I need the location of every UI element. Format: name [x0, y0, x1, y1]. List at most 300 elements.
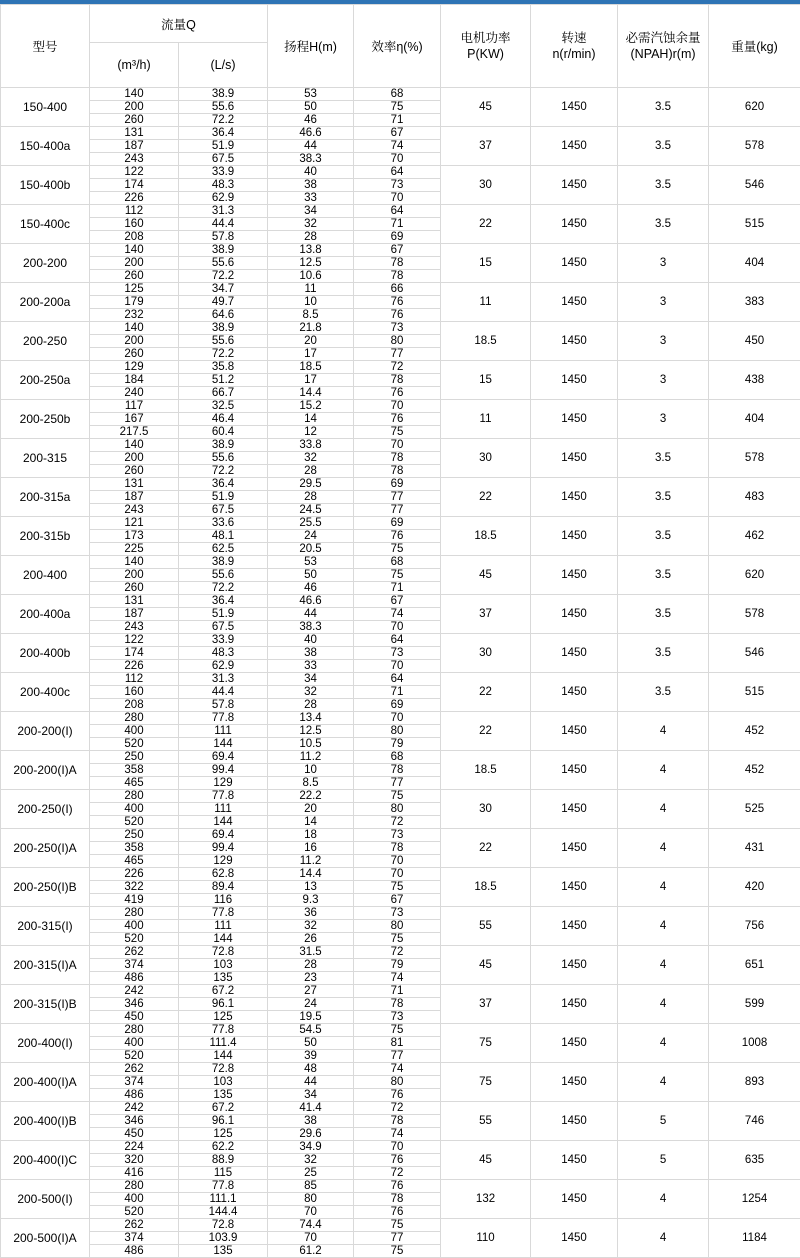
- head-cell: 8.5: [268, 309, 354, 322]
- npsh-cell: 4: [618, 790, 709, 829]
- efficiency-cell: 67: [354, 894, 441, 907]
- head-cell: 38: [268, 647, 354, 660]
- weight-cell: 746: [709, 1102, 800, 1141]
- model-cell: 200-250(I)A: [1, 829, 90, 868]
- flow-m3h-cell: 122: [90, 166, 179, 179]
- model-cell: 200-200: [1, 244, 90, 283]
- head-cell: 50: [268, 101, 354, 114]
- spec-row: [1, 1219, 800, 1232]
- head-cell: 24.5: [268, 504, 354, 517]
- flow-m3h-cell: 187: [90, 140, 179, 153]
- efficiency-cell: 76: [354, 309, 441, 322]
- flow-m3h-cell: 129: [90, 361, 179, 374]
- spec-row: [1, 439, 800, 452]
- spec-row: [1, 907, 800, 920]
- weight-cell: 525: [709, 790, 800, 829]
- head-cell: 38: [268, 179, 354, 192]
- efficiency-cell: 71: [354, 985, 441, 998]
- weight-cell: 620: [709, 88, 800, 127]
- model-cell: 200-315: [1, 439, 90, 478]
- flow-m3h-cell: 280: [90, 712, 179, 725]
- flow-ls-cell: 38.9: [179, 556, 268, 569]
- flow-m3h-cell: 226: [90, 660, 179, 673]
- weight-cell: 452: [709, 751, 800, 790]
- flow-m3h-cell: 232: [90, 309, 179, 322]
- flow-m3h-cell: 243: [90, 621, 179, 634]
- flow-m3h-cell: 208: [90, 231, 179, 244]
- efficiency-cell: 80: [354, 920, 441, 933]
- flow-m3h-cell: 280: [90, 907, 179, 920]
- power-cell: 18.5: [441, 751, 531, 790]
- head-cell: 32: [268, 218, 354, 231]
- flow-ls-cell: 111: [179, 920, 268, 933]
- flow-ls-cell: 35.8: [179, 361, 268, 374]
- flow-m3h-cell: 240: [90, 387, 179, 400]
- weight-cell: 483: [709, 478, 800, 517]
- npsh-cell: 5: [618, 1102, 709, 1141]
- power-cell: 22: [441, 712, 531, 751]
- flow-ls-cell: 32.5: [179, 400, 268, 413]
- flow-ls-cell: 57.8: [179, 231, 268, 244]
- model-cell: 200-250(I): [1, 790, 90, 829]
- model-cell: 200-500(I): [1, 1180, 90, 1219]
- head-cell: 8.5: [268, 777, 354, 790]
- power-cell: 37: [441, 985, 531, 1024]
- flow-ls-cell: 36.4: [179, 595, 268, 608]
- spec-row: [1, 1024, 800, 1037]
- head-cell: 40: [268, 166, 354, 179]
- head-cell: 25.5: [268, 517, 354, 530]
- efficiency-cell: 76: [354, 1089, 441, 1102]
- speed-cell: 1450: [531, 361, 618, 400]
- efficiency-cell: 70: [354, 1141, 441, 1154]
- head-cell: 12.5: [268, 257, 354, 270]
- head-cell: 20.5: [268, 543, 354, 556]
- speed-cell: 1450: [531, 283, 618, 322]
- flow-m3h-cell: 200: [90, 257, 179, 270]
- weight-cell: 546: [709, 634, 800, 673]
- flow-ls-cell: 31.3: [179, 205, 268, 218]
- spec-row: [1, 166, 800, 179]
- flow-m3h-cell: 260: [90, 582, 179, 595]
- power-cell: 22: [441, 205, 531, 244]
- flow-m3h-cell: 262: [90, 1219, 179, 1232]
- efficiency-cell: 80: [354, 803, 441, 816]
- flow-ls-cell: 55.6: [179, 101, 268, 114]
- model-cell: 150-400c: [1, 205, 90, 244]
- efficiency-cell: 72: [354, 361, 441, 374]
- power-cell: 55: [441, 907, 531, 946]
- efficiency-cell: 78: [354, 1115, 441, 1128]
- flow-ls-cell: 111: [179, 725, 268, 738]
- weight-cell: 578: [709, 595, 800, 634]
- efficiency-cell: 70: [354, 192, 441, 205]
- speed-cell: 1450: [531, 1141, 618, 1180]
- flow-ls-cell: 77.8: [179, 1180, 268, 1193]
- flow-ls-cell: 77.8: [179, 712, 268, 725]
- power-cell: 45: [441, 1141, 531, 1180]
- head-cell: 10: [268, 296, 354, 309]
- flow-m3h-cell: 121: [90, 517, 179, 530]
- efficiency-cell: 64: [354, 166, 441, 179]
- head-cell: 48: [268, 1063, 354, 1076]
- flow-m3h-cell: 520: [90, 816, 179, 829]
- spec-row: [1, 361, 800, 374]
- head-cell: 20: [268, 335, 354, 348]
- head-cell: 44: [268, 608, 354, 621]
- flow-m3h-cell: 280: [90, 1024, 179, 1037]
- speed-cell: 1450: [531, 829, 618, 868]
- flow-ls-cell: 144: [179, 1050, 268, 1063]
- flow-ls-cell: 72.2: [179, 114, 268, 127]
- flow-ls-cell: 33.6: [179, 517, 268, 530]
- power-cell: 45: [441, 946, 531, 985]
- col-header-npsh-line2: (NPAH)r(m): [618, 46, 708, 62]
- flow-m3h-cell: 520: [90, 1206, 179, 1219]
- head-cell: 11: [268, 283, 354, 296]
- efficiency-cell: 70: [354, 712, 441, 725]
- spec-row: [1, 1102, 800, 1115]
- flow-ls-cell: 62.9: [179, 192, 268, 205]
- weight-cell: 450: [709, 322, 800, 361]
- efficiency-cell: 79: [354, 738, 441, 751]
- flow-m3h-cell: 250: [90, 751, 179, 764]
- power-cell: 15: [441, 361, 531, 400]
- flow-ls-cell: 33.9: [179, 634, 268, 647]
- power-cell: 11: [441, 400, 531, 439]
- head-cell: 16: [268, 842, 354, 855]
- efficiency-cell: 73: [354, 322, 441, 335]
- flow-m3h-cell: 217.5: [90, 426, 179, 439]
- speed-cell: 1450: [531, 88, 618, 127]
- col-header-model: 型号: [1, 5, 90, 88]
- efficiency-cell: 77: [354, 491, 441, 504]
- efficiency-cell: 72: [354, 816, 441, 829]
- efficiency-cell: 71: [354, 218, 441, 231]
- model-cell: 200-400(I): [1, 1024, 90, 1063]
- head-cell: 41.4: [268, 1102, 354, 1115]
- col-header-flow: 流量Q: [90, 5, 268, 43]
- flow-ls-cell: 67.2: [179, 1102, 268, 1115]
- efficiency-cell: 76: [354, 387, 441, 400]
- flow-m3h-cell: 374: [90, 1076, 179, 1089]
- head-cell: 54.5: [268, 1024, 354, 1037]
- flow-m3h-cell: 400: [90, 725, 179, 738]
- efficiency-cell: 64: [354, 673, 441, 686]
- head-cell: 31.5: [268, 946, 354, 959]
- efficiency-cell: 75: [354, 543, 441, 556]
- efficiency-cell: 78: [354, 842, 441, 855]
- weight-cell: 578: [709, 439, 800, 478]
- efficiency-cell: 70: [354, 621, 441, 634]
- head-cell: 53: [268, 556, 354, 569]
- spec-row: [1, 88, 800, 101]
- flow-m3h-cell: 160: [90, 686, 179, 699]
- speed-cell: 1450: [531, 634, 618, 673]
- npsh-cell: 3.5: [618, 205, 709, 244]
- spec-row: [1, 400, 800, 413]
- model-cell: 200-200(I): [1, 712, 90, 751]
- spec-row: [1, 322, 800, 335]
- speed-cell: 1450: [531, 790, 618, 829]
- flow-m3h-cell: 260: [90, 465, 179, 478]
- flow-m3h-cell: 125: [90, 283, 179, 296]
- model-cell: 200-400(I)C: [1, 1141, 90, 1180]
- efficiency-cell: 67: [354, 127, 441, 140]
- flow-m3h-cell: 400: [90, 803, 179, 816]
- model-cell: 200-200a: [1, 283, 90, 322]
- npsh-cell: 5: [618, 1141, 709, 1180]
- weight-cell: 1254: [709, 1180, 800, 1219]
- flow-m3h-cell: 200: [90, 452, 179, 465]
- efficiency-cell: 74: [354, 1063, 441, 1076]
- efficiency-cell: 74: [354, 140, 441, 153]
- efficiency-cell: 76: [354, 413, 441, 426]
- head-cell: 26: [268, 933, 354, 946]
- spec-row: [1, 1141, 800, 1154]
- npsh-cell: 4: [618, 907, 709, 946]
- spec-row: [1, 517, 800, 530]
- efficiency-cell: 76: [354, 1180, 441, 1193]
- weight-cell: 635: [709, 1141, 800, 1180]
- npsh-cell: 3.5: [618, 673, 709, 712]
- efficiency-cell: 77: [354, 348, 441, 361]
- efficiency-cell: 81: [354, 1037, 441, 1050]
- model-cell: 200-400b: [1, 634, 90, 673]
- flow-ls-cell: 144: [179, 816, 268, 829]
- flow-ls-cell: 72.2: [179, 270, 268, 283]
- efficiency-cell: 78: [354, 1193, 441, 1206]
- speed-cell: 1450: [531, 166, 618, 205]
- head-cell: 50: [268, 1037, 354, 1050]
- spec-row: [1, 478, 800, 491]
- flow-ls-cell: 36.4: [179, 127, 268, 140]
- flow-m3h-cell: 346: [90, 1115, 179, 1128]
- efficiency-cell: 72: [354, 1167, 441, 1180]
- flow-ls-cell: 129: [179, 777, 268, 790]
- flow-m3h-cell: 184: [90, 374, 179, 387]
- efficiency-cell: 77: [354, 1232, 441, 1245]
- head-cell: 70: [268, 1232, 354, 1245]
- model-cell: 200-250a: [1, 361, 90, 400]
- flow-ls-cell: 72.8: [179, 946, 268, 959]
- power-cell: 15: [441, 244, 531, 283]
- speed-cell: 1450: [531, 1180, 618, 1219]
- head-cell: 36: [268, 907, 354, 920]
- efficiency-cell: 75: [354, 1024, 441, 1037]
- flow-ls-cell: 77.8: [179, 907, 268, 920]
- model-cell: 200-315(I)A: [1, 946, 90, 985]
- head-cell: 61.2: [268, 1245, 354, 1258]
- npsh-cell: 4: [618, 712, 709, 751]
- flow-ls-cell: 62.2: [179, 1141, 268, 1154]
- flow-m3h-cell: 374: [90, 1232, 179, 1245]
- efficiency-cell: 71: [354, 114, 441, 127]
- col-header-flow-ls: (L/s): [179, 43, 268, 88]
- flow-ls-cell: 72.2: [179, 582, 268, 595]
- head-cell: 34: [268, 673, 354, 686]
- flow-m3h-cell: 131: [90, 595, 179, 608]
- model-cell: 200-250b: [1, 400, 90, 439]
- efficiency-cell: 80: [354, 1076, 441, 1089]
- model-cell: 200-250: [1, 322, 90, 361]
- flow-m3h-cell: 520: [90, 933, 179, 946]
- flow-ls-cell: 51.9: [179, 608, 268, 621]
- flow-ls-cell: 44.4: [179, 686, 268, 699]
- power-cell: 75: [441, 1063, 531, 1102]
- head-cell: 17: [268, 348, 354, 361]
- flow-ls-cell: 55.6: [179, 335, 268, 348]
- flow-m3h-cell: 262: [90, 1063, 179, 1076]
- head-cell: 46: [268, 114, 354, 127]
- flow-ls-cell: 89.4: [179, 881, 268, 894]
- power-cell: 22: [441, 478, 531, 517]
- weight-cell: 756: [709, 907, 800, 946]
- head-cell: 39: [268, 1050, 354, 1063]
- speed-cell: 1450: [531, 517, 618, 556]
- npsh-cell: 3.5: [618, 517, 709, 556]
- head-cell: 14: [268, 413, 354, 426]
- head-cell: 33: [268, 660, 354, 673]
- head-cell: 24: [268, 998, 354, 1011]
- head-cell: 29.6: [268, 1128, 354, 1141]
- efficiency-cell: 75: [354, 1219, 441, 1232]
- flow-m3h-cell: 140: [90, 88, 179, 101]
- flow-ls-cell: 67.5: [179, 504, 268, 517]
- speed-cell: 1450: [531, 985, 618, 1024]
- npsh-cell: 4: [618, 751, 709, 790]
- head-cell: 13: [268, 881, 354, 894]
- spec-row: [1, 868, 800, 881]
- flow-m3h-cell: 450: [90, 1011, 179, 1024]
- flow-m3h-cell: 160: [90, 218, 179, 231]
- flow-ls-cell: 51.9: [179, 491, 268, 504]
- weight-cell: 578: [709, 127, 800, 166]
- col-header-weight: 重量(kg): [709, 5, 800, 88]
- head-cell: 28: [268, 231, 354, 244]
- flow-m3h-cell: 140: [90, 556, 179, 569]
- flow-m3h-cell: 419: [90, 894, 179, 907]
- head-cell: 17: [268, 374, 354, 387]
- flow-m3h-cell: 400: [90, 1193, 179, 1206]
- header-row-1: [1, 5, 800, 43]
- col-header-speed: [531, 5, 618, 88]
- flow-m3h-cell: 167: [90, 413, 179, 426]
- col-header-efficiency: 效率η(%): [354, 5, 441, 88]
- flow-m3h-cell: 131: [90, 478, 179, 491]
- flow-ls-cell: 31.3: [179, 673, 268, 686]
- flow-ls-cell: 96.1: [179, 1115, 268, 1128]
- efficiency-cell: 73: [354, 1011, 441, 1024]
- speed-cell: 1450: [531, 244, 618, 283]
- col-header-speed-line1: 转速: [531, 30, 617, 46]
- weight-cell: 462: [709, 517, 800, 556]
- head-cell: 33.8: [268, 439, 354, 452]
- flow-m3h-cell: 486: [90, 1089, 179, 1102]
- spec-row: [1, 829, 800, 842]
- power-cell: 37: [441, 127, 531, 166]
- power-cell: 18.5: [441, 322, 531, 361]
- power-cell: 45: [441, 556, 531, 595]
- model-cell: 200-400c: [1, 673, 90, 712]
- flow-ls-cell: 38.9: [179, 88, 268, 101]
- flow-ls-cell: 72.2: [179, 348, 268, 361]
- weight-cell: 404: [709, 244, 800, 283]
- speed-cell: 1450: [531, 712, 618, 751]
- npsh-cell: 4: [618, 1024, 709, 1063]
- power-cell: 30: [441, 166, 531, 205]
- npsh-cell: 3: [618, 400, 709, 439]
- col-header-npsh: [618, 5, 709, 88]
- weight-cell: 420: [709, 868, 800, 907]
- flow-ls-cell: 111.1: [179, 1193, 268, 1206]
- efficiency-cell: 72: [354, 1102, 441, 1115]
- col-header-power-line2: P(KW): [441, 46, 530, 62]
- npsh-cell: 4: [618, 946, 709, 985]
- flow-ls-cell: 57.8: [179, 699, 268, 712]
- col-header-npsh-line1: 必需汽蚀余量: [618, 30, 708, 46]
- power-cell: 18.5: [441, 517, 531, 556]
- flow-m3h-cell: 112: [90, 673, 179, 686]
- weight-cell: 431: [709, 829, 800, 868]
- head-cell: 32: [268, 452, 354, 465]
- flow-ls-cell: 135: [179, 1245, 268, 1258]
- weight-cell: 620: [709, 556, 800, 595]
- efficiency-cell: 70: [354, 153, 441, 166]
- flow-ls-cell: 103: [179, 959, 268, 972]
- speed-cell: 1450: [531, 556, 618, 595]
- head-cell: 44: [268, 140, 354, 153]
- flow-ls-cell: 111: [179, 803, 268, 816]
- efficiency-cell: 69: [354, 231, 441, 244]
- npsh-cell: 4: [618, 829, 709, 868]
- flow-m3h-cell: 174: [90, 647, 179, 660]
- speed-cell: 1450: [531, 205, 618, 244]
- flow-ls-cell: 103: [179, 1076, 268, 1089]
- flow-m3h-cell: 226: [90, 868, 179, 881]
- efficiency-cell: 69: [354, 699, 441, 712]
- flow-ls-cell: 111.4: [179, 1037, 268, 1050]
- power-cell: 11: [441, 283, 531, 322]
- efficiency-cell: 75: [354, 790, 441, 803]
- head-cell: 28: [268, 699, 354, 712]
- flow-m3h-cell: 280: [90, 790, 179, 803]
- flow-m3h-cell: 320: [90, 1154, 179, 1167]
- model-cell: 200-400(I)A: [1, 1063, 90, 1102]
- model-cell: 200-315b: [1, 517, 90, 556]
- efficiency-cell: 74: [354, 1128, 441, 1141]
- flow-m3h-cell: 187: [90, 608, 179, 621]
- efficiency-cell: 64: [354, 634, 441, 647]
- flow-m3h-cell: 225: [90, 543, 179, 556]
- weight-cell: 651: [709, 946, 800, 985]
- efficiency-cell: 72: [354, 946, 441, 959]
- flow-ls-cell: 72.2: [179, 465, 268, 478]
- flow-ls-cell: 48.1: [179, 530, 268, 543]
- npsh-cell: 4: [618, 868, 709, 907]
- flow-m3h-cell: 242: [90, 1102, 179, 1115]
- flow-m3h-cell: 200: [90, 101, 179, 114]
- flow-ls-cell: 69.4: [179, 829, 268, 842]
- efficiency-cell: 80: [354, 335, 441, 348]
- head-cell: 53: [268, 88, 354, 101]
- flow-m3h-cell: 208: [90, 699, 179, 712]
- model-cell: 200-315(I): [1, 907, 90, 946]
- speed-cell: 1450: [531, 907, 618, 946]
- flow-m3h-cell: 260: [90, 114, 179, 127]
- power-cell: 75: [441, 1024, 531, 1063]
- flow-m3h-cell: 400: [90, 1037, 179, 1050]
